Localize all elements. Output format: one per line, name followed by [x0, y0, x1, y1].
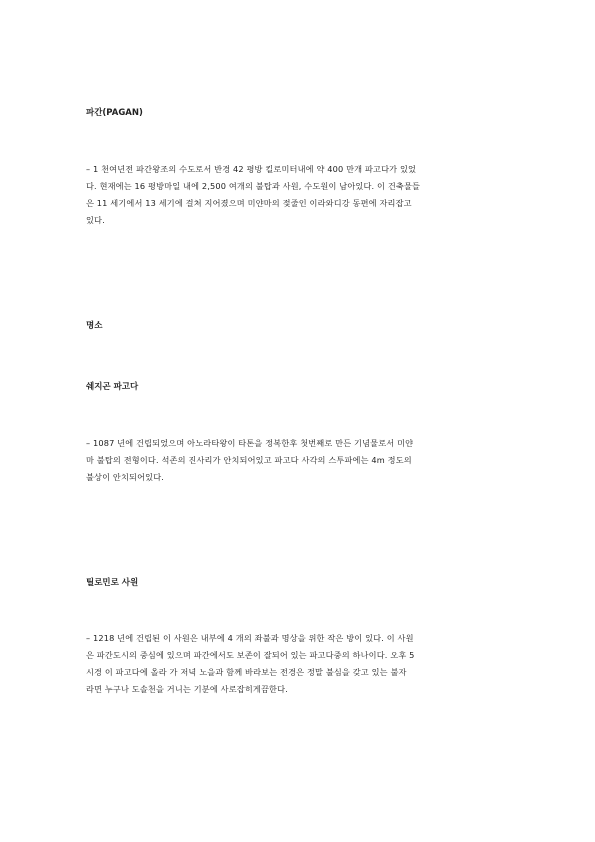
- paragraph-line: 라면 누구나 도솔천을 거니는 기분에 사로잡히게끔한다.: [86, 684, 288, 694]
- paragraph-shwezigon: [86, 435, 514, 486]
- paragraph-pagan: [86, 161, 514, 229]
- paragraph-line: – 1218 년에 건립된 이 사원은 내부에 4 개의 좌불과 명상을 위한 작은 방이 있다. 이 사원: [86, 633, 414, 643]
- paragraph-line: 불상이 안치되어있다.: [86, 472, 165, 482]
- paragraph-line: 은 파간도시의 중심에 있으며 파간에서도 보존이 잘되어 있는 파고다중의 하나이다. 오후 5: [86, 650, 415, 660]
- paragraph-line: 있다.: [86, 215, 105, 225]
- paragraph-line: 마 불탑의 전형이다. 석존의 진사리가 안치되어있고 파고다 사각의 스투파에는 4m 정도의: [86, 455, 412, 465]
- paragraph-line: 시경 이 파고다에 올라 가 저녁 노을과 함께 바라보는 전경은 정말 불심을 갖고 있는 불자: [86, 667, 407, 677]
- paragraph-line: 다. 현재에는 16 평방마일 내에 2,500 여개의 불탑과 사원, 수도원이 남아있다. 이 건축물들: [86, 181, 421, 191]
- section-heading-shwezigon: 쉐지곤 파고다: [86, 382, 139, 392]
- paragraph-line: – 1087 년에 건립되었으며 아노라타왕이 타톤을 정복한후 첫번째로 만든 기념물로서 미얀: [86, 438, 414, 448]
- section-heading-attractions: 명소: [86, 321, 103, 331]
- section-heading-pagan: 파간(PAGAN): [86, 108, 143, 118]
- section-heading-htilominlo: 틸로민로 사원: [86, 578, 139, 588]
- paragraph-htilominlo: [86, 630, 514, 698]
- paragraph-line: – 1 천여년전 파간왕조의 수도로서 반경 42 평방 킬로미터내에 약 400 만개 파고다가 있었: [86, 164, 417, 174]
- paragraph-line: 은 11 세기에서 13 세기에 걸쳐 지어졌으며 미얀마의 젖줄인 이라와디강 동편에 자리잡고: [86, 198, 412, 208]
